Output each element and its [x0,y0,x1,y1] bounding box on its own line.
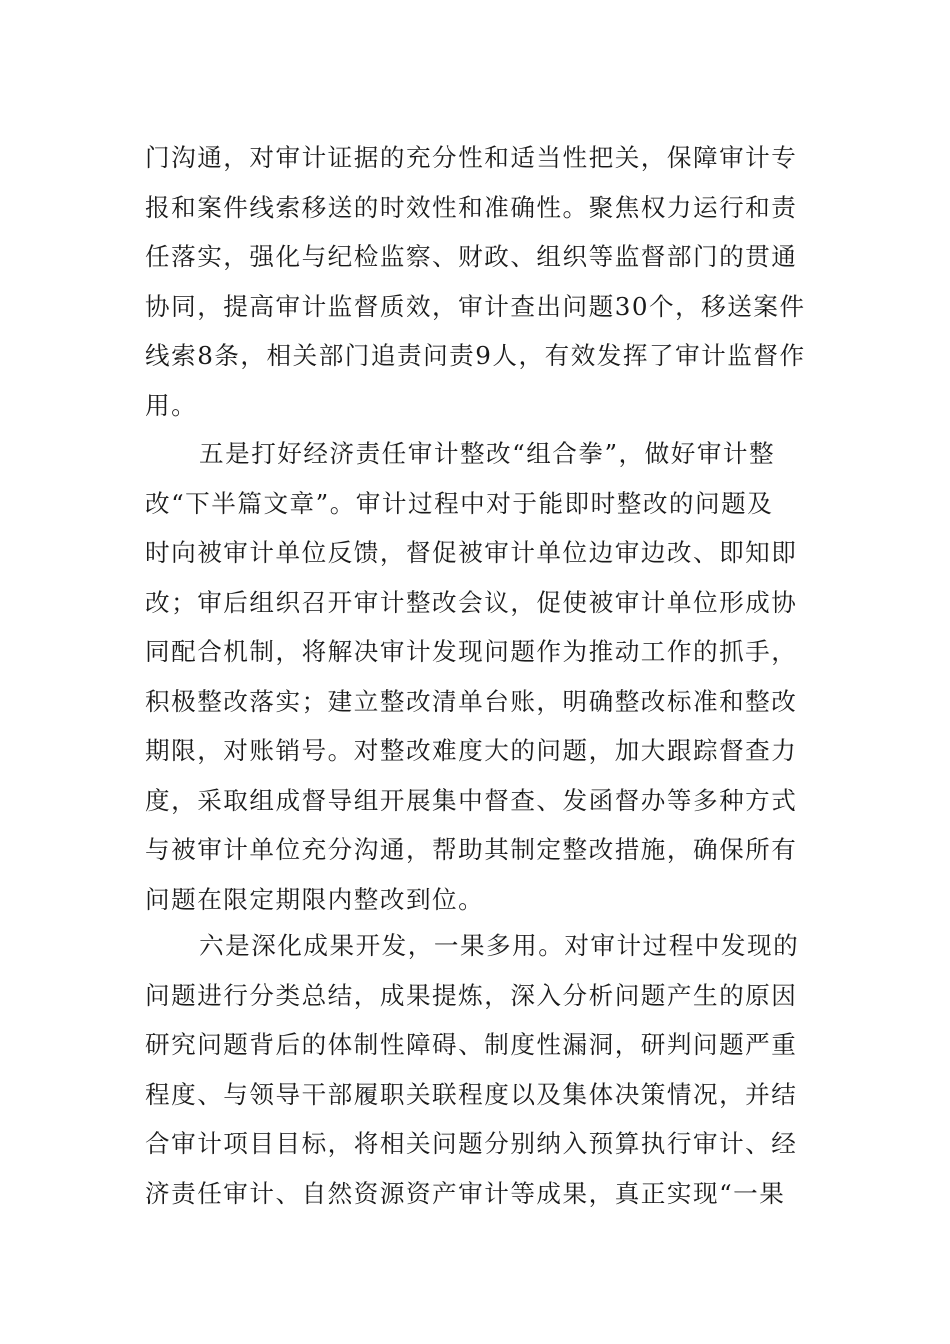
text-line: 改；审后组织召开审计整改会议，促使被审计单位形成协 [145,587,798,617]
text-line: 期限，对账销号。对整改难度大的问题，加大跟踪督查力 [145,736,798,765]
text-line: 济责任审计、自然资源资产审计等成果，真正实现“一果 [145,1178,786,1208]
text-line: 报和案件线索移送的时效性和准确性。聚焦权力运行和责 [145,192,798,222]
text-line: 与被审计单位充分沟通，帮助其制定整改措施，确保所有 [145,835,798,864]
text-line: 线索8条，相关部门追责问责9人，有效发挥了审计监督作 [145,341,806,370]
paragraph-rectification [145,429,807,924]
text-line: 积极整改落实；建立整改清单台账，明确整改标准和整改 [145,686,798,716]
text-line: 合审计项目目标，将相关问题分别纳入预算执行审计、经 [145,1129,798,1158]
text-line: 六是深化成果开发，一果多用。对审计过程中发现的 [199,931,800,960]
text-line: 问题进行分类总结，成果提炼，深入分析问题产生的原因 [145,980,798,1010]
text-line: 度，采取组成督导组开展集中督查、发函督办等多种方式 [145,785,798,815]
paragraph-continued [145,133,807,430]
text-line: 程度、与领导干部履职关联程度以及集体决策情况，并结 [145,1079,798,1109]
text-line: 时向被审计单位反馈，督促被审计单位边审边改、即知即 [145,538,798,567]
text-line: 改“下半篇文章”。审计过程中对于能即时整改的问题及 [145,488,774,518]
text-line: 门沟通，对审计证据的充分性和适当性把关，保障审计专 [145,143,798,172]
paragraph-results [145,921,807,1218]
text-line: 任落实，强化与纪检监察、财政、组织等监督部门的贯通 [145,242,798,271]
text-line: 协同，提高审计监督质效，审计查出问题30个，移送案件 [145,291,806,321]
text-line: 同配合机制，将解决审计发现问题作为推动工作的抓手， [145,637,798,666]
text-line: 问题在限定期限内整改到位。 [145,884,485,914]
text-line: 研究问题背后的体制性障碍、制度性漏洞，研判问题严重 [145,1030,798,1059]
text-line: 用。 [145,390,198,420]
text-line: 五是打好经济责任审计整改“组合拳”，做好审计整 [199,439,776,468]
